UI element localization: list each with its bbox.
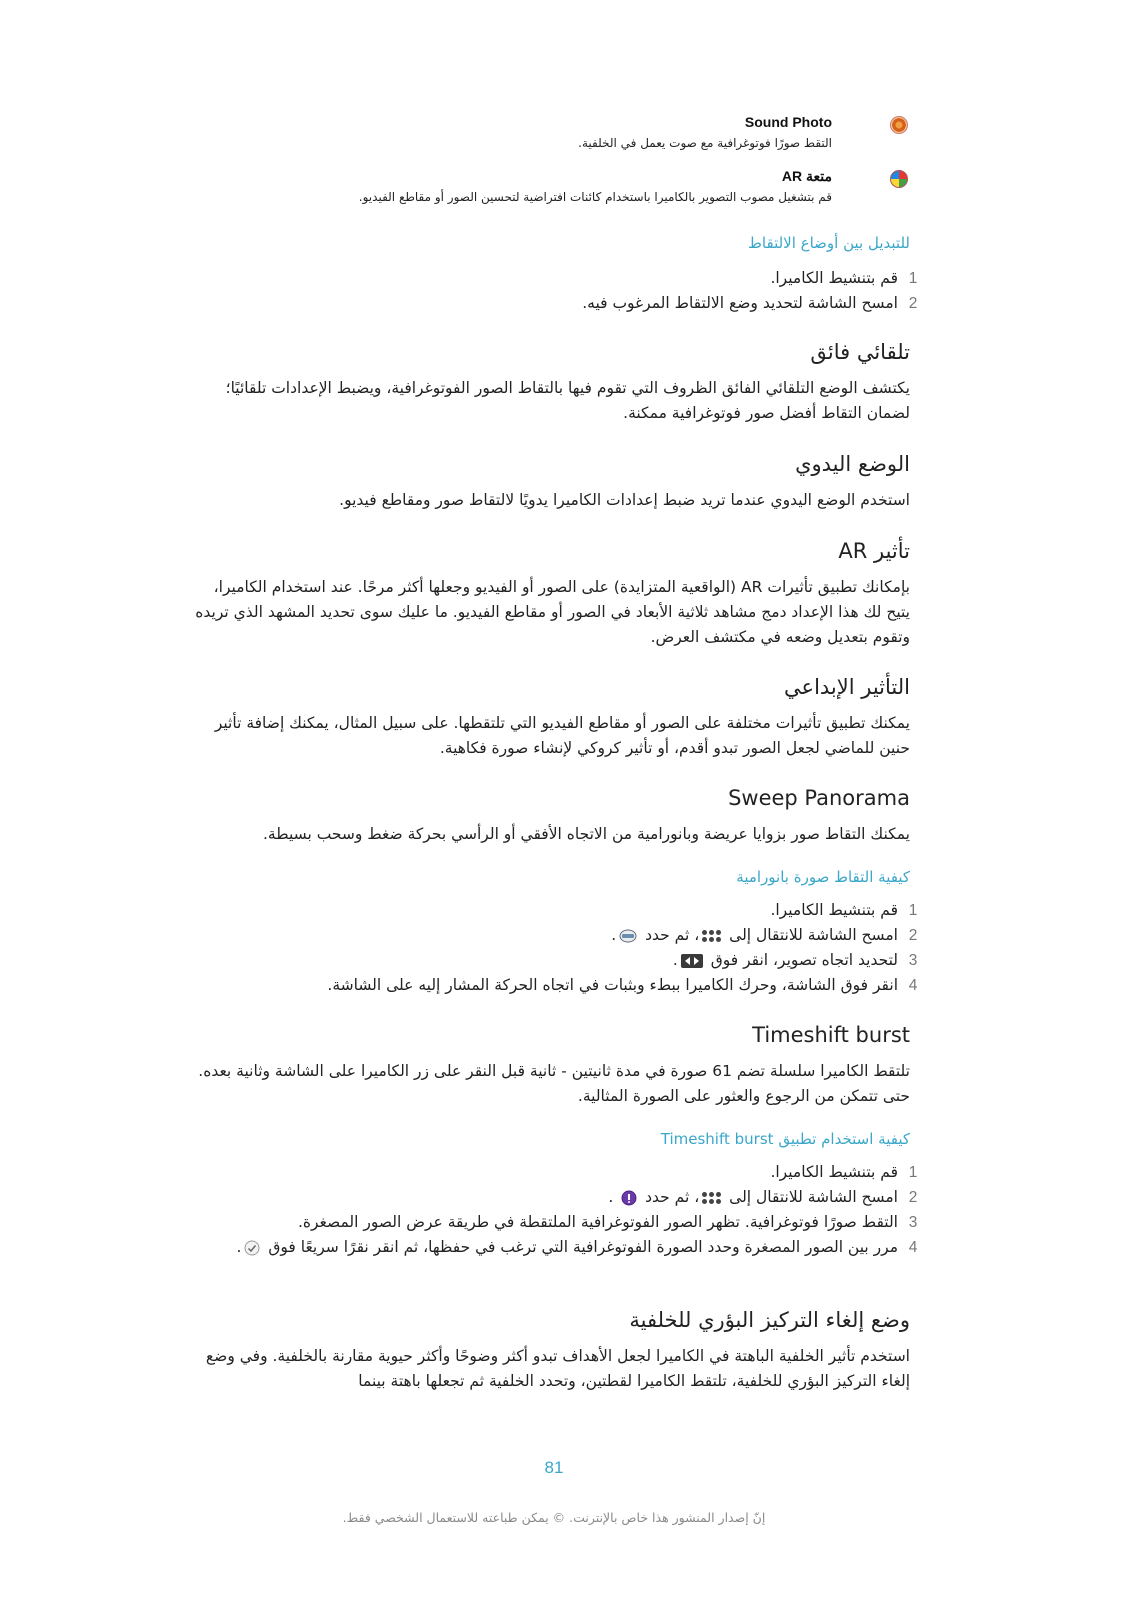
section-text: استخدم الوضع اليدوي عندما تريد ضبط إعدادات الكاميرا يدويًا لالتقاط صور ومقاطع فيديو. xyxy=(339,491,910,509)
section-creative-effect xyxy=(190,673,910,761)
step-text: التقط صورًا فوتوغرافية. تظهر الصور الفوتوغرافية الملتقطة في طريقة عرض الصور المصغرة. xyxy=(297,1213,898,1231)
apps-grid-icon xyxy=(702,930,721,942)
section-heading: الوضع اليدوي xyxy=(795,452,910,476)
step-text: قم بتنشيط الكاميرا. xyxy=(770,269,898,287)
mode-sound-photo xyxy=(192,113,832,152)
panorama-mode-icon xyxy=(619,929,637,943)
list-item xyxy=(168,973,928,998)
section-heading: تأثير AR xyxy=(838,539,910,563)
switch-modes-heading-block xyxy=(190,233,910,253)
section-text: استخدم تأثير الخلفية الباهتة في الكاميرا لجعل الأهداف تبدو أكثر وضوحًا وأكثر حيوية مقارنة بالخلفية. وفي وضع إلغاء التركيز البؤري للخلفية، تلتقط الكاميرا لقطتين، وتحدد الخلفية ثم تجعلها باهتة بينما xyxy=(205,1347,910,1390)
section-heading: Sweep Panorama xyxy=(728,786,910,810)
section-text: يمكنك تطبيق تأثيرات مختلفة على الصور أو مقاطع الفيديو التي تلتقطها. على سبيل المثال، يمكنك إضافة تأثير حنين للماضي لجعل الصور تبدو أقدم، أو تأثير كروكي لإنشاء صورة فكاهية. xyxy=(214,714,910,757)
section-text: يكتشف الوضع التلقائي الفائق الظروف التي تقوم فيها بالتقاط الصور الفوتوغرافية، ويضبط الإعدادات تلقائيًا؛ لضمان التقاط أفضل صور فوتوغرافية ممكنة. xyxy=(225,379,910,422)
list-item xyxy=(168,1160,928,1185)
mode-description: التقط صورًا فوتوغرافية مع صوت يعمل في الخلفية. xyxy=(578,136,832,150)
list-item xyxy=(168,898,928,923)
apps-grid-icon xyxy=(702,1192,721,1204)
step-text-part: . xyxy=(608,1188,619,1206)
section-heading: التأثير الإبداعي xyxy=(784,675,910,699)
footer-note: إنّ إصدار المنشور هذا خاص بالإنترنت. © يمكن طباعته للاستعمال الشخصي فقط. xyxy=(342,1510,766,1525)
sound-photo-icon xyxy=(890,116,908,134)
section-timeshift-burst xyxy=(190,1021,910,1149)
checkmark-icon xyxy=(244,1240,260,1256)
step-number: 2 xyxy=(908,1189,918,1206)
section-heading: Timeshift burst xyxy=(752,1023,910,1047)
step-text: قم بتنشيط الكاميرا. xyxy=(770,1163,898,1181)
switch-modes-steps xyxy=(168,266,928,316)
list-item xyxy=(168,923,928,948)
section-background-defocus xyxy=(190,1306,910,1394)
step-text: قم بتنشيط الكاميرا. xyxy=(770,901,898,919)
step-number: 2 xyxy=(908,927,918,944)
subheading: للتبديل بين أوضاع الالتقاط xyxy=(748,234,910,252)
timeshift-burst-steps xyxy=(168,1160,928,1260)
step-text-part: امسح الشاشة للانتقال إلى xyxy=(729,1188,898,1206)
page-number: 81 xyxy=(544,1458,564,1477)
list-item xyxy=(168,1185,928,1210)
step-number: 3 xyxy=(908,1214,918,1231)
timeshift-burst-icon xyxy=(621,1190,637,1206)
step-number: 1 xyxy=(908,1164,918,1181)
subheading: كيفية التقاط صورة بانورامية xyxy=(736,868,910,886)
section-ar-effect xyxy=(190,537,910,650)
step-number: 1 xyxy=(908,902,918,919)
list-item xyxy=(168,1210,928,1235)
section-heading: تلقائي فائق xyxy=(810,340,910,364)
step-text: انقر فوق الشاشة، وحرك الكاميرا ببطء وبثبات في اتجاه الحركة المشار إليه على الشاشة. xyxy=(327,976,898,994)
section-text: بإمكانك تطبيق تأثيرات AR (الواقعية المتزايدة) على الصور أو الفيديو وجعلها أكثر مرحًا. عند استخدام الكاميرا، يتيح لك هذا الإعداد دمج مشاهد ثلاثية الأبعاد في الصور أو مقاطع الفيديو. ما عليك سوى تحديد المشهد الذي تريده وتقوم بتعديل وضعه في مكتشف العرض. xyxy=(195,578,910,646)
step-number: 2 xyxy=(908,295,918,312)
section-superior-auto xyxy=(190,338,910,426)
step-text-part: . xyxy=(236,1238,242,1256)
subheading: كيفية استخدام تطبيق Timeshift burst xyxy=(660,1130,910,1148)
list-item xyxy=(168,266,928,291)
step-text-part: ، ثم حدد xyxy=(645,1188,700,1206)
step-text xyxy=(168,1235,898,1260)
step-text xyxy=(168,948,898,973)
direction-arrow-icon xyxy=(681,954,703,968)
section-text: تلتقط الكاميرا سلسلة تضم 61 صورة في مدة ثانيتين - ثانية قبل النقر على زر الكاميرا على الشاشة وثانية بعده. حتى تتمكن من الرجوع والعثور على الصورة المثالية. xyxy=(198,1062,910,1105)
step-number: 4 xyxy=(908,977,918,994)
step-number: 3 xyxy=(908,952,918,969)
step-text-part: ، ثم حدد xyxy=(645,926,700,944)
section-text: يمكنك التقاط صور بزوايا عريضة وبانورامية من الاتجاه الأفقي أو الرأسي بحركة ضغط وسحب بسيطة. xyxy=(263,825,910,843)
list-item xyxy=(168,291,928,316)
step-text xyxy=(168,923,898,948)
section-heading: وضع إلغاء التركيز البؤري للخلفية xyxy=(629,1308,910,1332)
ar-fun-icon xyxy=(890,170,908,188)
step-text-part: مرر بين الصور المصغرة وحدد الصورة الفوتوغرافية التي ترغب في حفظها، ثم انقر نقرًا سريعًا فوق xyxy=(268,1238,898,1256)
step-text xyxy=(168,1185,898,1210)
step-number: 4 xyxy=(908,1239,918,1256)
step-text: امسح الشاشة لتحديد وضع الالتقاط المرغوب فيه. xyxy=(582,294,898,312)
mode-title: Sound Photo xyxy=(744,114,832,130)
mode-description: قم بتشغيل مصوب التصوير بالكاميرا باستخدام كائنات افتراضية لتحسين الصور أو مقاطع الفيديو. xyxy=(358,190,832,204)
sweep-panorama-steps xyxy=(168,898,928,998)
step-text-part: لتحديد اتجاه تصوير، انقر فوق xyxy=(710,951,898,969)
step-number: 1 xyxy=(908,270,918,287)
section-manual xyxy=(190,450,910,513)
step-text-part: امسح الشاشة للانتقال إلى xyxy=(729,926,898,944)
list-item xyxy=(168,948,928,973)
step-text-part: . xyxy=(611,926,617,944)
mode-ar-fun xyxy=(192,167,832,206)
section-sweep-panorama xyxy=(190,784,910,887)
list-item xyxy=(168,1235,928,1260)
mode-title: متعة AR xyxy=(781,168,832,184)
step-text-part: . xyxy=(672,951,678,969)
